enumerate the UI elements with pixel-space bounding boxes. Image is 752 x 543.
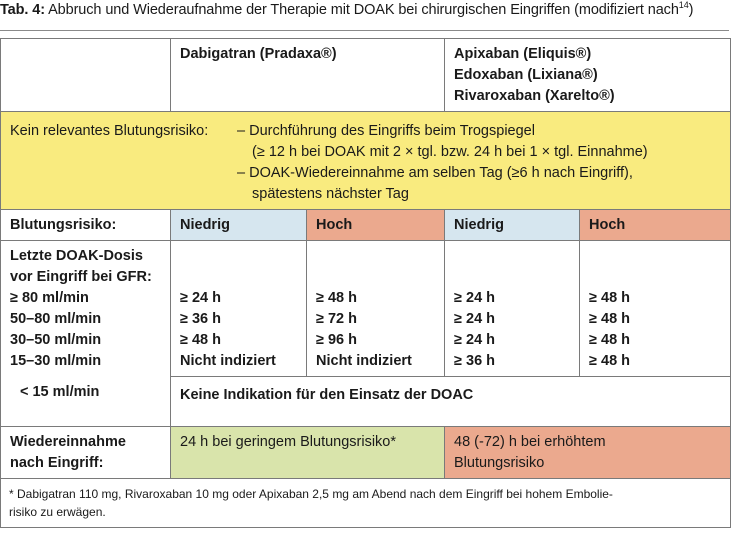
risk-xa-high: Hoch <box>580 210 731 241</box>
no-risk-item1-line2: (≥ 12 h bei DOAK mit 2 × tgl. bzw. 24 h bei 1 × tgl. Einnahme) <box>252 144 648 160</box>
dose-label-line1: Letzte DOAK-Dosis <box>10 248 143 264</box>
header-rivaroxaban: Rivaroxaban (Xarelto®) <box>454 88 615 104</box>
dose-row <box>1 241 731 377</box>
resume-high <box>445 427 731 479</box>
resume-label-cell <box>1 427 171 479</box>
dose-xa-low-2: ≥ 24 h <box>454 311 496 327</box>
dose-dabi-high-1: ≥ 48 h <box>316 290 358 306</box>
caption-ref: 14 <box>678 0 689 11</box>
doak-table <box>0 38 731 528</box>
no-risk-item1-line1: – Durchführung des Eingriffs beim Trogspiegel <box>237 123 535 139</box>
dose-xa-low <box>445 241 580 377</box>
no-risk-label: Kein relevantes Blutungsrisiko: <box>10 123 209 139</box>
header-edoxaban: Edoxaban (Lixiana®) <box>454 67 598 83</box>
footnote-line1: * Dabigatran 110 mg, Rivaroxaban 10 mg oder Apixaban 2,5 mg am Abend nach dem Eingriff bei hohem Embolie- <box>9 487 613 501</box>
footnote-line2: risiko zu erwägen. <box>9 505 106 519</box>
no-indication-cell: Keine Indikation für den Einsatz der DOAC <box>171 377 731 427</box>
footnote-row <box>1 479 731 528</box>
resume-label-line2: nach Eingriff: <box>10 455 104 471</box>
no-risk-item2-line1: – DOAK-Wiedereinnahme am selben Tag (≥6 h nach Eingriff), <box>237 165 633 181</box>
dose-xa-high-2: ≥ 48 h <box>589 311 631 327</box>
dose-dabi-high-4: Nicht indiziert <box>316 353 412 369</box>
caption-label: Tab. 4: <box>0 2 45 18</box>
header-row <box>1 39 731 112</box>
dose-xa-high-1: ≥ 48 h <box>589 290 631 306</box>
caption-close: ) <box>688 2 694 18</box>
dose-label-line2: vor Eingriff bei GFR: <box>10 269 152 285</box>
dose-dabi-low-4: Nicht indiziert <box>180 353 276 369</box>
risk-label: Blutungsrisiko: <box>1 210 171 241</box>
gfr-15-30: 15–30 ml/min <box>10 353 102 369</box>
dose-xa-low-3: ≥ 24 h <box>454 332 496 348</box>
dose-dabi-high-2: ≥ 72 h <box>316 311 358 327</box>
resume-row <box>1 427 731 479</box>
gfr-30-50: 30–50 ml/min <box>10 332 102 348</box>
risk-xa-low: Niedrig <box>445 210 580 241</box>
header-xa-inhibitors <box>445 39 731 112</box>
table-caption <box>0 2 693 18</box>
no-risk-items <box>237 121 648 205</box>
dose-dabi-low-1: ≥ 24 h <box>180 290 222 306</box>
header-empty-cell <box>1 39 171 112</box>
dose-dabi-high <box>307 241 445 377</box>
resume-label-line1: Wiedereinnahme <box>10 434 126 450</box>
dose-dabi-low-2: ≥ 36 h <box>180 311 222 327</box>
dose-xa-low-4: ≥ 36 h <box>454 353 496 369</box>
resume-high-line1: 48 (-72) h bei erhöhtem <box>454 434 606 450</box>
header-dabigatran: Dabigatran (Pradaxa®) <box>171 39 445 112</box>
gfr-50-80: 50–80 ml/min <box>10 311 102 327</box>
resume-low: 24 h bei geringem Blutungsrisiko* <box>171 427 445 479</box>
footnote-cell <box>1 479 731 528</box>
dose-dabi-high-3: ≥ 96 h <box>316 332 358 348</box>
dose-xa-high-4: ≥ 48 h <box>589 353 631 369</box>
dose-xa-high-3: ≥ 48 h <box>589 332 631 348</box>
dose-dabi-low <box>171 241 307 377</box>
risk-row <box>1 210 731 241</box>
dose-xa-low-1: ≥ 24 h <box>454 290 496 306</box>
caption-text: Abbruch und Wiederaufnahme der Therapie mit DOAK bei chirurgischen Eingriffen (modifiziert nach <box>44 2 679 18</box>
header-apixaban: Apixaban (Eliquis®) <box>454 46 592 62</box>
resume-high-line2: Blutungsrisiko <box>454 455 545 471</box>
dose-label-cell <box>1 241 171 427</box>
risk-dabi-low: Niedrig <box>171 210 307 241</box>
gfr-under-15: < 15 ml/min <box>20 384 100 400</box>
gfr-80: ≥ 80 ml/min <box>10 290 89 306</box>
no-risk-cell <box>1 112 731 210</box>
no-risk-item2-line2: spätestens nächster Tag <box>252 186 409 202</box>
caption-rule <box>0 30 729 31</box>
dose-dabi-low-3: ≥ 48 h <box>180 332 222 348</box>
no-risk-row <box>1 112 731 210</box>
risk-dabi-high: Hoch <box>307 210 445 241</box>
dose-xa-high <box>580 241 731 377</box>
